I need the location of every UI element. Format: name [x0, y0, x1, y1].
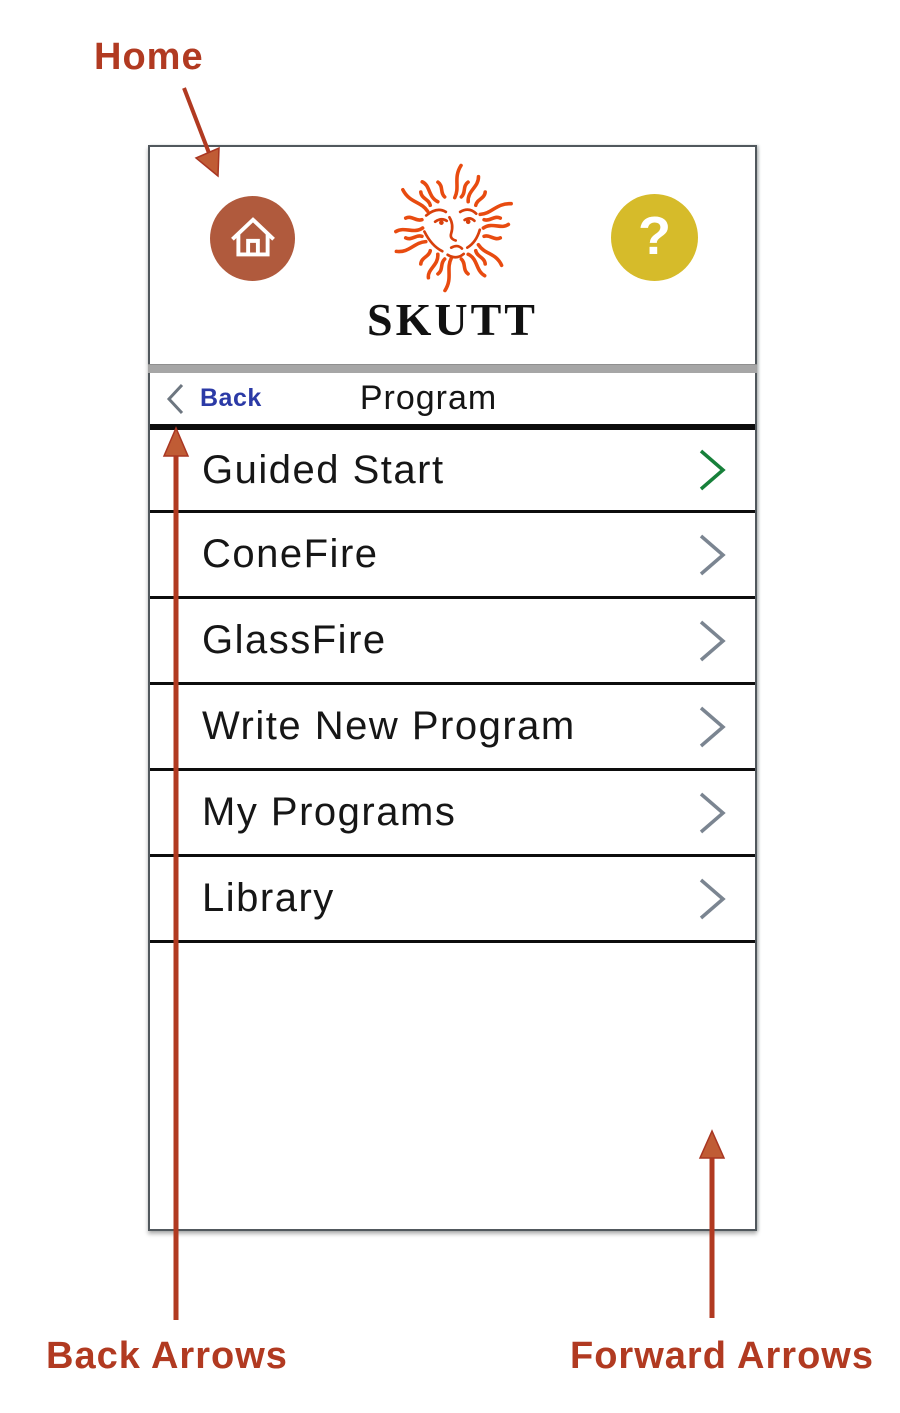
back-arrows-annotation-label: Back Arrows: [46, 1335, 288, 1377]
home-annotation-label: Home: [94, 36, 204, 78]
menu-item-label: Guided Start: [202, 447, 445, 492]
forward-chevron-icon: [697, 876, 727, 922]
page-title: Program: [359, 379, 498, 417]
back-button-label: Back: [200, 384, 262, 412]
menu-item-label: ConeFire: [202, 532, 379, 576]
forward-chevron-icon: [697, 704, 727, 750]
question-mark-icon: ?: [638, 205, 671, 266]
menu-item-glassfire[interactable]: [150, 599, 755, 685]
menu-item-label: Write New Program: [202, 704, 576, 748]
forward-chevron-icon: [697, 532, 727, 578]
forward-chevron-icon: [697, 447, 727, 493]
menu-item-label: My Programs: [202, 790, 457, 834]
menu-item-guided-start[interactable]: [150, 427, 755, 513]
menu-item-library[interactable]: [150, 857, 755, 943]
menu-item-my-programs[interactable]: [150, 771, 755, 857]
menu-item-label: Library: [202, 876, 335, 920]
forward-chevron-icon: [697, 618, 727, 664]
program-menu: [150, 427, 755, 943]
screen-header: [150, 147, 755, 364]
skutt-wordmark: SKUTT: [367, 294, 538, 345]
nav-bar: [150, 373, 755, 427]
header-divider: [148, 364, 757, 373]
forward-chevron-icon: [697, 790, 727, 836]
menu-item-write-new-program[interactable]: [150, 685, 755, 771]
skutt-sun-logo-icon: [383, 161, 523, 295]
help-button[interactable]: [611, 194, 698, 281]
menu-item-conefire[interactable]: [150, 513, 755, 599]
forward-arrows-annotation-label: Forward Arrows: [570, 1335, 874, 1377]
menu-item-label: GlassFire: [202, 618, 387, 662]
kiln-controller-screen: [148, 145, 757, 1231]
